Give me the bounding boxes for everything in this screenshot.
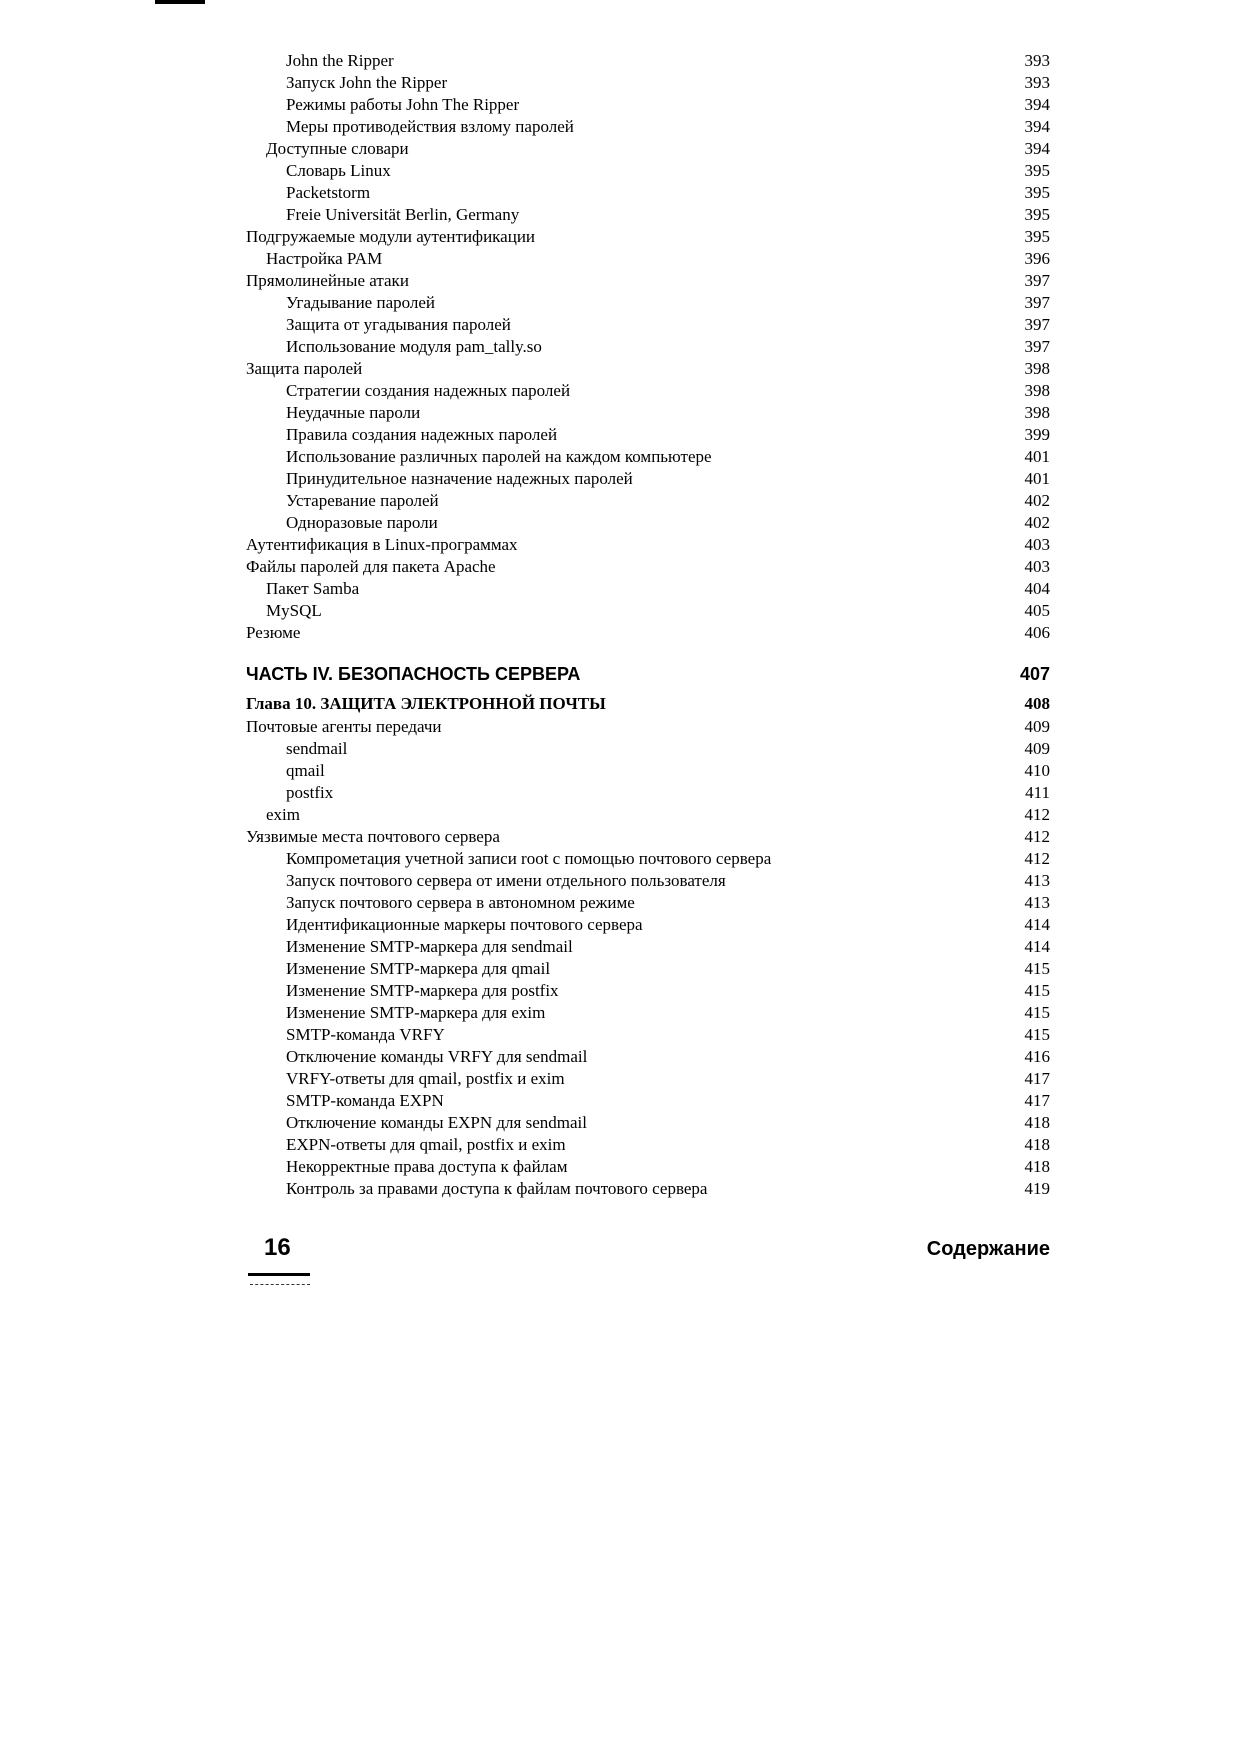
toc-entry-title: qmail [286, 761, 325, 780]
toc-entry-page: 395 [1024, 227, 1050, 246]
toc-entry [246, 958, 1050, 980]
toc-entry-page: 405 [1024, 601, 1050, 620]
toc-entry-title: Уязвимые места почтового сервера [246, 827, 500, 846]
toc-entry [246, 936, 1050, 958]
toc-entry-page: 397 [1024, 293, 1050, 312]
toc-entry-title: Изменение SMTP-маркера для sendmail [286, 937, 573, 956]
toc-entry-page: 396 [1024, 249, 1050, 268]
toc-entry-title: Freie Universität Berlin, Germany [286, 205, 520, 224]
toc-entry-page: 413 [1024, 871, 1050, 890]
toc-entry-page: 415 [1024, 1003, 1050, 1022]
toc-entry [246, 914, 1050, 936]
toc-entry-page: 395 [1024, 205, 1050, 224]
toc-entry-title: Отключение команды VRFY для sendmail [286, 1047, 588, 1066]
toc-entry [246, 292, 1050, 314]
toc-entry-page: 412 [1024, 805, 1050, 824]
toc-entry-page: 415 [1024, 959, 1050, 978]
toc-entry-title: John the Ripper [286, 51, 394, 70]
toc-entry-page: 393 [1024, 73, 1050, 92]
toc-entry-page: 406 [1024, 623, 1050, 642]
toc-entry-page: 415 [1024, 981, 1050, 1000]
toc-entry [246, 270, 1050, 292]
toc-entry-title: Изменение SMTP-маркера для exim [286, 1003, 546, 1022]
toc-entry [246, 1156, 1050, 1178]
toc-entry-title: Некорректные права доступа к файлам [286, 1157, 568, 1176]
toc-entry-page: 399 [1024, 425, 1050, 444]
toc-entry [246, 1090, 1050, 1112]
toc-entry-title: SMTP-команда VRFY [286, 1025, 445, 1044]
toc-entry-title: Доступные словари [266, 139, 409, 158]
toc-entry-title: Словарь Linux [286, 161, 391, 180]
toc-entry [246, 336, 1050, 358]
toc-entry-title: Стратегии создания надежных паролей [286, 381, 571, 400]
toc-entry [246, 622, 1050, 644]
toc-entry [246, 848, 1050, 870]
part-title: ЧАСТЬ IV. БЕЗОПАСНОСТЬ СЕРВЕРА [246, 664, 581, 684]
toc-entry-page: 397 [1024, 271, 1050, 290]
toc-entry [246, 380, 1050, 402]
toc-entry-page: 418 [1024, 1113, 1050, 1132]
toc-entry [246, 1112, 1050, 1134]
toc-entry [246, 94, 1050, 116]
toc-entry [246, 226, 1050, 248]
toc-entry-title: Настройка PAM [266, 249, 383, 268]
toc-entry-title: Принудительное назначение надежных паролей [286, 469, 633, 488]
toc-entry-title: Запуск John the Ripper [286, 73, 448, 92]
toc-entry [246, 446, 1050, 468]
toc-entry [246, 512, 1050, 534]
toc-entry [246, 738, 1050, 760]
toc-entry-title: Запуск почтового сервера в автономном режиме [286, 893, 635, 912]
toc-entry [246, 424, 1050, 446]
toc-entry-page: 417 [1024, 1069, 1050, 1088]
toc-entry [246, 556, 1050, 578]
toc-entry [246, 782, 1050, 804]
toc-entry [246, 804, 1050, 826]
toc-entry [246, 600, 1050, 622]
toc-entry-page: 409 [1024, 739, 1050, 758]
toc-entry-title: Неудачные пароли [286, 403, 421, 422]
toc-entry-page: 397 [1024, 315, 1050, 334]
toc-entry-page: 412 [1024, 827, 1050, 846]
toc-entry [246, 204, 1050, 226]
toc-entry-title: Подгружаемые модули аутентификации [246, 227, 536, 246]
toc-entry-title: Использование различных паролей на каждом компьютере [286, 447, 712, 466]
toc-entry-page: 403 [1024, 535, 1050, 554]
toc-entry-page: 404 [1024, 579, 1050, 598]
toc-entry [246, 314, 1050, 336]
toc-entry [246, 1024, 1050, 1046]
toc-chapter-heading [246, 692, 1050, 716]
toc-entry [246, 490, 1050, 512]
toc-entry-title: Правила создания надежных паролей [286, 425, 558, 444]
toc-entry-title: SMTP-команда EXPN [286, 1091, 444, 1110]
toc-entry-page: 401 [1024, 447, 1050, 466]
toc-entry-title: Packetstorm [286, 183, 371, 202]
toc-entry-page: 394 [1024, 95, 1050, 114]
toc-entry-title: Отключение команды EXPN для sendmail [286, 1113, 587, 1132]
toc-entry-title: postfix [286, 783, 334, 802]
toc-entry-title: Изменение SMTP-маркера для qmail [286, 959, 551, 978]
toc-entry-page: 394 [1024, 117, 1050, 136]
toc-entry-title: Файлы паролей для пакета Apache [246, 557, 496, 576]
toc-entry-title: sendmail [286, 739, 348, 758]
toc-entry-page: 416 [1024, 1047, 1050, 1066]
toc-entry-title: Угадывание паролей [286, 293, 436, 312]
toc-entry-page: 418 [1024, 1157, 1050, 1176]
toc-entry-title: Почтовые агенты передачи [246, 717, 442, 736]
toc-entry-title: Компрометация учетной записи root с помощью почтового сервера [286, 849, 772, 868]
page-number-rule [248, 1273, 310, 1276]
toc-entry-page: 401 [1024, 469, 1050, 488]
toc-group-passwords [246, 50, 1050, 644]
toc-entry-page: 395 [1024, 183, 1050, 202]
toc-entry-title: Резюме [246, 623, 301, 642]
toc-entry [246, 716, 1050, 738]
toc-entry [246, 160, 1050, 182]
toc-entry-title: Одноразовые пароли [286, 513, 438, 532]
toc-entry-page: 397 [1024, 337, 1050, 356]
toc-entry-page: 402 [1024, 513, 1050, 532]
toc-entry [246, 578, 1050, 600]
toc-group-email [246, 716, 1050, 1200]
toc-entry [246, 534, 1050, 556]
toc-entry-page: 398 [1024, 359, 1050, 378]
toc-entry [246, 760, 1050, 782]
toc-part-heading [246, 660, 1050, 688]
page-number: 16 [264, 1234, 291, 1261]
toc-entry-page: 414 [1024, 937, 1050, 956]
page-number-underline-mark [250, 1278, 310, 1285]
toc-entry-page: 413 [1024, 893, 1050, 912]
toc-entry [246, 138, 1050, 160]
toc-entry-title: MySQL [266, 601, 322, 620]
toc-entry-title: Использование модуля pam_tally.so [286, 337, 542, 356]
toc-entry [246, 826, 1050, 848]
toc-entry-title: Контроль за правами доступа к файлам почтового сервера [286, 1179, 708, 1198]
toc-entry-title: EXPN-ответы для qmail, postfix и exim [286, 1135, 566, 1154]
toc-entry [246, 1046, 1050, 1068]
chapter-page: 408 [1024, 694, 1050, 713]
toc-entry-title: Защита от угадывания паролей [286, 315, 511, 334]
toc-entry-title: Пакет Samba [266, 579, 360, 598]
toc-entry-page: 419 [1024, 1179, 1050, 1198]
toc-entry [246, 1178, 1050, 1200]
toc-entry-title: Меры противодействия взлому паролей [286, 117, 574, 136]
toc-entry-title: Запуск почтового сервера от имени отдельного пользователя [286, 871, 726, 890]
toc-entry-title: Изменение SMTP-маркера для postfix [286, 981, 559, 1000]
toc-entry-title: Защита паролей [246, 359, 363, 378]
toc-entry-title: Идентификационные маркеры почтового сервера [286, 915, 643, 934]
part-page: 407 [1019, 664, 1050, 684]
toc-entry [246, 1134, 1050, 1156]
toc-entry-page: 411 [1025, 783, 1050, 802]
toc-entry-page: 402 [1024, 491, 1050, 510]
toc-entry [246, 1002, 1050, 1024]
toc-entry-title: exim [266, 805, 300, 824]
toc-entry-page: 395 [1024, 161, 1050, 180]
toc-entry-page: 394 [1024, 139, 1050, 158]
toc-entry-title: Аутентификация в Linux-программах [246, 535, 518, 554]
toc-entry [246, 116, 1050, 138]
toc-entry-page: 409 [1024, 717, 1050, 736]
toc-entry [246, 50, 1050, 72]
toc-entry-page: 398 [1024, 381, 1050, 400]
toc-entry-page: 410 [1024, 761, 1050, 780]
toc-entry-page: 403 [1024, 557, 1050, 576]
toc-entry [246, 182, 1050, 204]
toc-entry [246, 468, 1050, 490]
toc-entry-title: Устаревание паролей [286, 491, 439, 510]
toc-entry-page: 393 [1024, 51, 1050, 70]
toc-entry [246, 892, 1050, 914]
toc-entry [246, 980, 1050, 1002]
toc-entry-page: 412 [1024, 849, 1050, 868]
top-edge-mark [155, 0, 205, 4]
table-of-contents [246, 50, 1050, 1200]
toc-entry [246, 1068, 1050, 1090]
toc-entry-title: VRFY-ответы для qmail, postfix и exim [286, 1069, 565, 1088]
toc-entry-page: 417 [1024, 1091, 1050, 1110]
toc-entry-page: 398 [1024, 403, 1050, 422]
toc-entry-page: 415 [1024, 1025, 1050, 1044]
toc-entry [246, 358, 1050, 380]
chapter-title: Глава 10. ЗАЩИТА ЭЛЕКТРОННОЙ ПОЧТЫ [246, 694, 606, 713]
toc-entry-title: Режимы работы John The Ripper [286, 95, 520, 114]
toc-entry-title: Прямолинейные атаки [246, 271, 409, 290]
toc-entry-page: 414 [1024, 915, 1050, 934]
toc-entry [246, 870, 1050, 892]
toc-entry-page: 418 [1024, 1135, 1050, 1154]
toc-entry [246, 402, 1050, 424]
toc-entry [246, 248, 1050, 270]
toc-entry [246, 72, 1050, 94]
running-footer-title: Содержание [926, 1238, 1050, 1260]
